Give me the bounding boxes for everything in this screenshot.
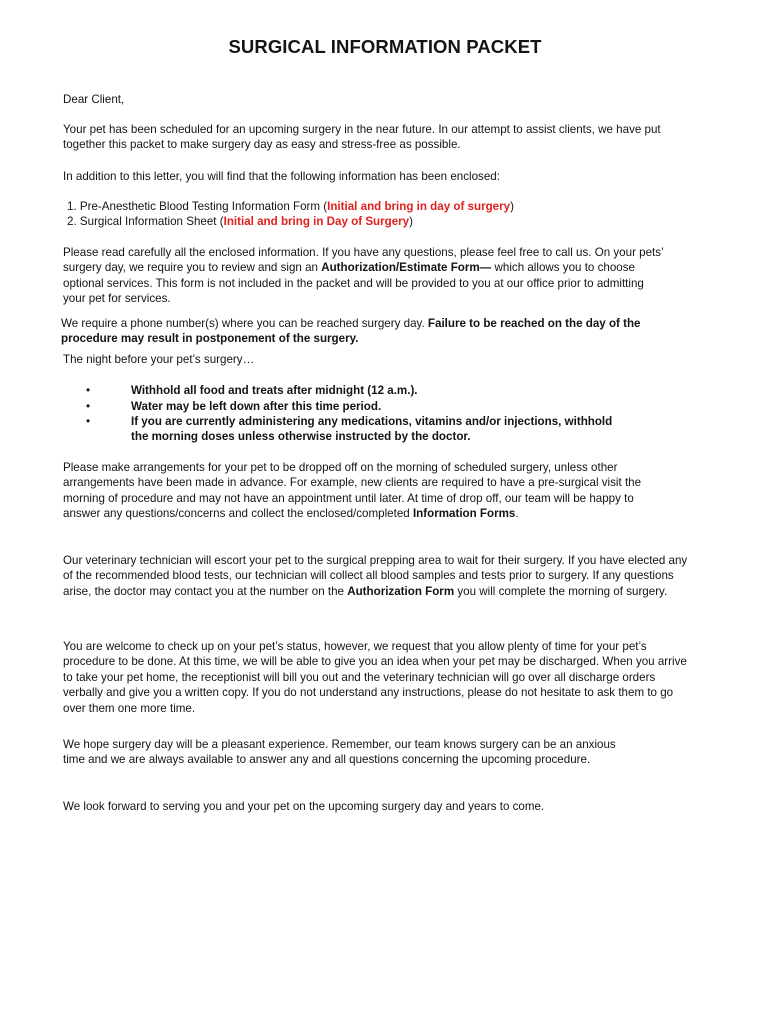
phone-paragraph xyxy=(61,316,661,347)
phone-paragraph-text: We require a phone number(s) where you can be reached surgery day. xyxy=(61,317,428,330)
technician-paragraph-text-1: Our veterinary technician will escort your pet to the surgical prepping area to wait for their surgery. If you have elected any of the recommended blood tests, our technician will collect all blood samples and tests prior to surgery. If any questions arise, the doctor may contact you at the number on the xyxy=(63,554,688,598)
greeting: Dear Client, xyxy=(63,93,125,106)
technician-paragraph xyxy=(63,553,691,599)
bullet-text-2: Water may be left down after this time period. xyxy=(131,400,382,413)
enclosed-item-2-suffix: ) xyxy=(409,215,414,228)
dropoff-paragraph-text-2: . xyxy=(515,507,519,521)
dropoff-paragraph xyxy=(63,460,653,522)
enclosed-intro: In addition to this letter, you will find that the following information has been enclosed: xyxy=(63,170,500,183)
bullet-icon: • xyxy=(86,384,91,397)
read-paragraph-text-2: which allows you to choose optional services. This form is not included in the packet and will be provided to you at our office prior to admitting your pet for services. xyxy=(63,261,644,306)
closing-paragraph: We look forward to serving you and your pet on the upcoming surgery day and years to come. xyxy=(63,800,545,813)
phone-paragraph-warning: Failure to be reached on the day of the procedure may result in postponement of the surgery. xyxy=(61,317,641,346)
hope-paragraph: We hope surgery day will be a pleasant experience. Remember, our team knows surgery can be an anxious time and we are always available to answer any and all questions concerning the upcoming procedure. xyxy=(63,738,616,767)
enclosed-item-2-prefix: 2. Surgical Information Sheet ( xyxy=(67,215,224,228)
document-title: SURGICAL INFORMATION PACKET xyxy=(228,36,542,57)
intro-paragraph: Your pet has been scheduled for an upcoming surgery in the near future. In our attempt to assist clients, we have put together this packet to make surgery day as easy and stress-free as possible. xyxy=(63,123,661,152)
read-paragraph-text-1: Please read carefully all the enclosed information. If you have any questions, please feel free to call us. On your pets’ surgery day, we require you to review and sign an xyxy=(63,246,664,275)
information-forms-label: Information Forms xyxy=(412,507,516,521)
authorization-form-label: Authorization Form xyxy=(347,584,455,598)
enclosed-item-2-highlight: Initial and bring in Day of Surgery xyxy=(223,215,410,228)
enclosed-item-1-highlight: Initial and bring in day of surgery xyxy=(327,200,511,213)
bullet-text-3: If you are currently administering any medications, vitamins and/or injections, withhold the morning doses unless otherwise instructed by the doctor. xyxy=(131,415,613,444)
night-before-heading: The night before your pet’s surgery… xyxy=(63,353,255,366)
enclosed-item-1-prefix: 1. Pre-Anesthetic Blood Testing Information Form ( xyxy=(67,200,328,213)
enclosed-item-1 xyxy=(67,199,514,214)
authorization-estimate-form-label: Authorization/Estimate Form— xyxy=(321,261,492,275)
technician-paragraph-text-2: you will complete the morning of surgery. xyxy=(454,584,668,598)
bullet-icon: • xyxy=(86,400,91,413)
bullet-icon: • xyxy=(86,415,91,428)
bullet-text-1: Withhold all food and treats after midnight (12 a.m.). xyxy=(131,384,418,397)
status-paragraph: You are welcome to check up on your pet’s status, however, we request that you allow plenty of time for your pet’s procedure to be done. At this time, we will be able to give you an idea when your pet may be discharged. When you arrive to take your pet home, the receptionist will bill you out and the veterinary technician will go over all discharge orders verbally and give you a written copy. If you do not understand any instructions, please do not hesitate to ask them to go over them one more time. xyxy=(63,640,687,715)
enclosed-item-1-suffix: ) xyxy=(510,200,514,213)
read-paragraph xyxy=(63,245,668,307)
enclosed-item-2 xyxy=(67,214,413,229)
dropoff-paragraph-text-1: Please make arrangements for your pet to be dropped off on the morning of scheduled surgery, unless other arrangements have been made in advance. For example, new clients are required to have a pre-surgical visit the morning of procedure and may not have an appointment until later. At time of drop off, our team will be happy to answer any questions/concerns and collect the enclosed/completed xyxy=(63,461,642,521)
